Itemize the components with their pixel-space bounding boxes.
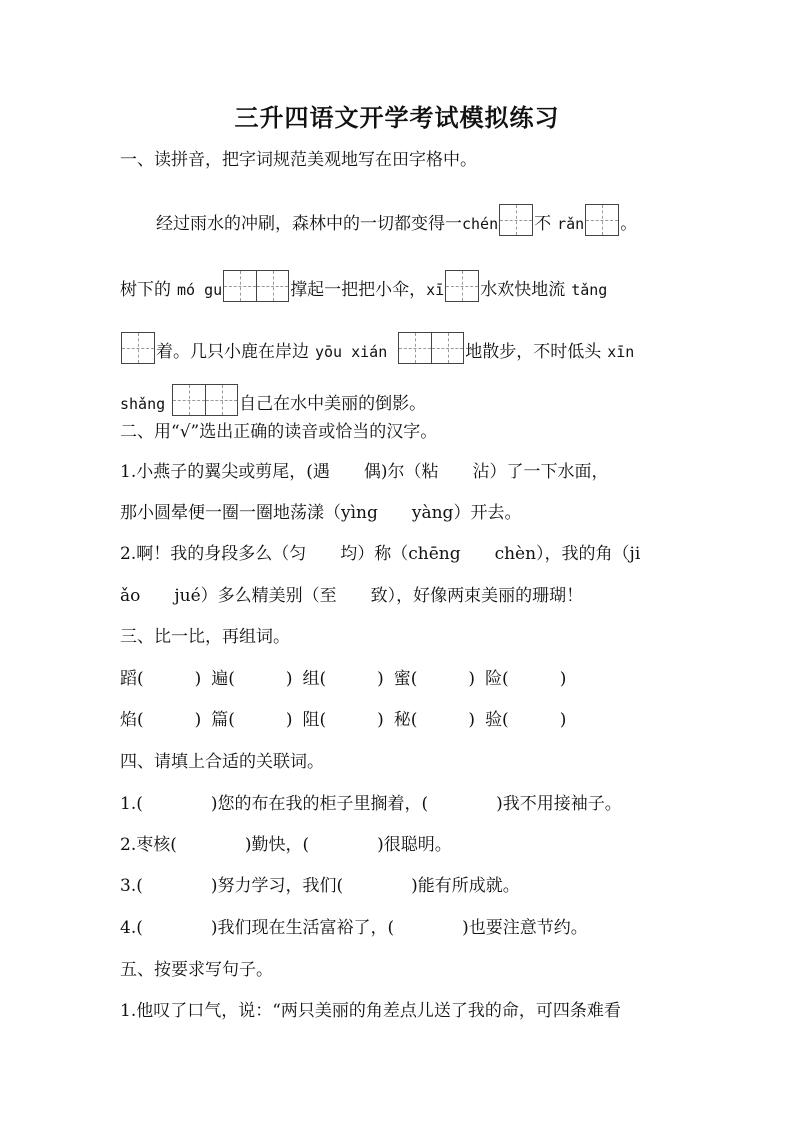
tianzige-box[interactable] [172, 384, 238, 416]
text: 经过雨水的冲刷，森林中的一切都变得一 [156, 214, 462, 234]
section-2-q1-line-1: 1.小燕子的翼尖或剪尾，(遇 偶)尔（粘 沾）了一下水面， [120, 462, 609, 482]
section-4-q3[interactable]: 3.( )努力学习，我们( )能有所成就。 [120, 876, 520, 896]
word-blank[interactable]: 验( ) [485, 710, 567, 730]
pinyin-shang: shǎng [120, 395, 166, 413]
section-4-q2[interactable]: 2.枣核( )勤快，( )很聪明。 [120, 835, 452, 855]
word-blank[interactable]: 险( ) [485, 669, 567, 689]
tianzige-box[interactable] [499, 204, 533, 236]
pinyin-ran: rǎn [557, 215, 585, 233]
text: 不 [534, 214, 552, 234]
page-title: 三升四语文开学考试模拟练习 [234, 103, 560, 132]
section-1-line-1 [156, 204, 637, 236]
section-1-line-2 [120, 270, 607, 302]
word-blank[interactable]: 篇( ) [211, 710, 293, 730]
pinyin-chen: chén [462, 215, 499, 233]
tianzige-box[interactable] [398, 332, 464, 364]
pinyin-youxian: yōu xián [315, 343, 388, 361]
section-1-line-3 [120, 332, 634, 364]
text: 。 [620, 214, 638, 234]
tianzige-box[interactable] [585, 204, 619, 236]
section-4-q1[interactable]: 1.( )您的布在我的柜子里搁着，( )我不用接袖子。 [120, 794, 622, 814]
section-2-q2-line-2: ǎo jué）多么精美别（至 致），好像两束美丽的珊瑚！ [120, 586, 584, 606]
section-1-heading: 一、读拼音，把字词规范美观地写在田字格中。 [120, 150, 477, 170]
word-blank[interactable]: 遍( ) [211, 669, 293, 689]
word-blank[interactable]: 蹈( ) [120, 669, 202, 689]
section-2-q2-line-1: 2.啊！我的身段多么（匀 均）称（chēng chèn），我的角（ji [120, 544, 641, 564]
section-3-row-1 [120, 667, 566, 691]
text: 地散步，不时低头 [465, 342, 602, 362]
text: 水欢快地流 [480, 280, 566, 300]
text: 撑起一把把小伞， [290, 280, 427, 300]
section-5-q1: 1.他叹了口气，说：“两只美丽的角差点儿送了我的命，可四条难看 [120, 1001, 621, 1021]
tianzige-box[interactable] [223, 270, 289, 302]
pinyin-tang: tǎng [571, 281, 608, 299]
section-3-heading: 三、比一比，再组词。 [120, 627, 290, 647]
section-4-heading: 四、请填上合适的关联词。 [120, 752, 324, 772]
word-blank[interactable]: 蜜( ) [393, 669, 476, 689]
word-blank[interactable]: 组( ) [302, 669, 384, 689]
word-blank[interactable]: 秘( ) [393, 710, 476, 730]
text: 着。几只小鹿在岸边 [156, 342, 309, 362]
pinyin-xin: xīn [607, 343, 635, 361]
text: 树下的 [120, 280, 171, 300]
section-2-q1-line-2: 那小圆晕便一圈一圈地荡漾（yìng yàng）开去。 [120, 503, 522, 523]
section-1-line-4 [120, 384, 426, 416]
pinyin-xi: xī [426, 281, 445, 299]
section-3-row-2 [120, 708, 566, 732]
text: 自己在水中美丽的倒影。 [239, 394, 427, 414]
word-blank[interactable]: 阻( ) [302, 710, 384, 730]
word-blank[interactable]: 焰( ) [120, 710, 202, 730]
tianzige-box[interactable] [445, 270, 479, 302]
tianzige-box[interactable] [121, 332, 155, 364]
pinyin-mogu: mó gu [177, 281, 223, 299]
section-2-heading: 二、用“√”选出正确的读音或恰当的汉字。 [120, 422, 438, 442]
section-5-heading: 五、按要求写句子。 [120, 960, 273, 980]
section-4-q4[interactable]: 4.( )我们现在生活富裕了，( )也要注意节约。 [120, 918, 588, 938]
